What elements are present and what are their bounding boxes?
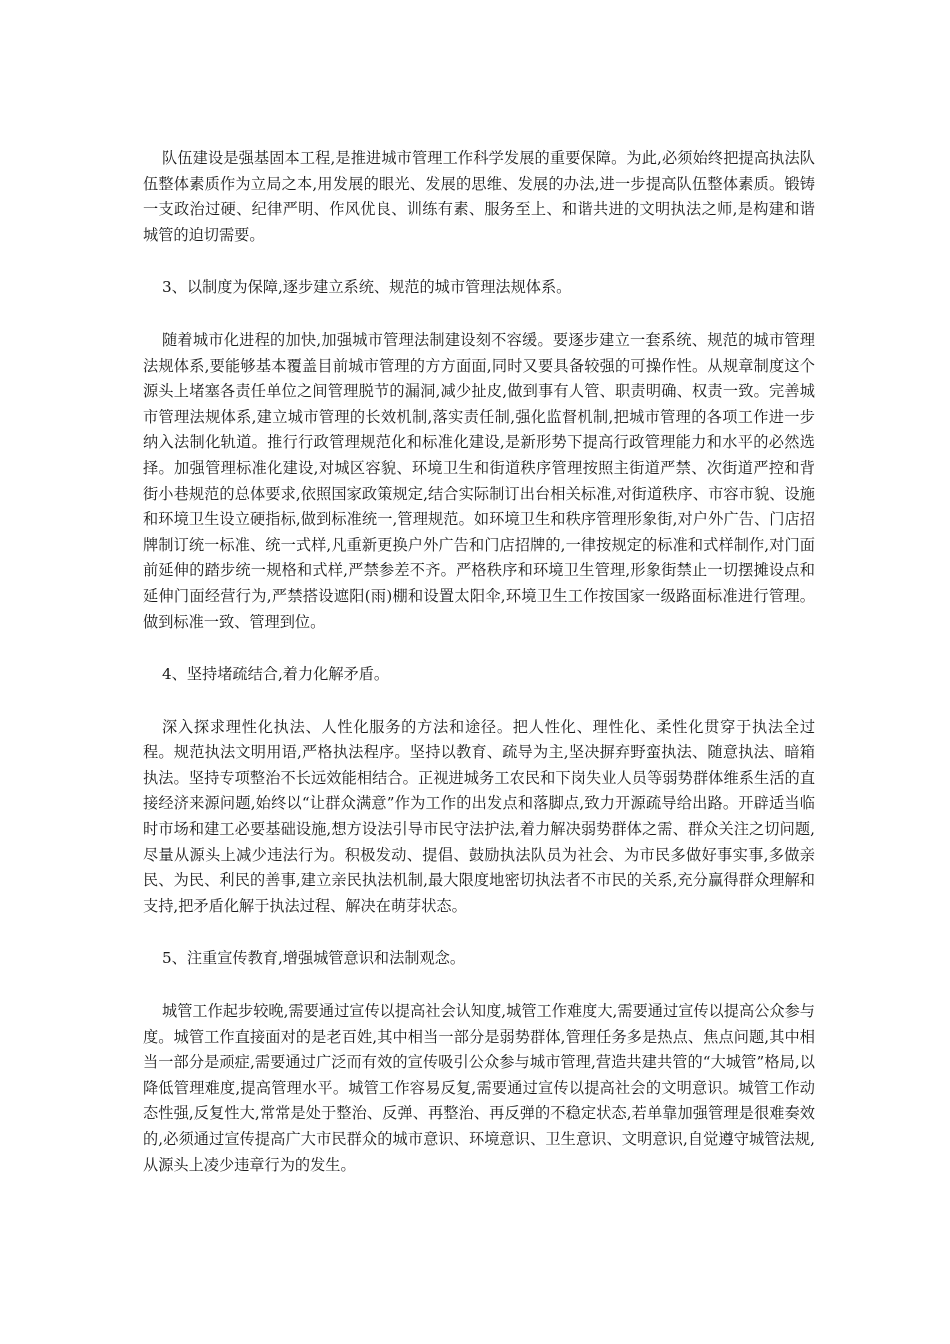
spacer [143, 972, 815, 999]
paragraph-resolve-conflicts: 深入探求理性化执法、人性化服务的方法和途径。把人性化、理性化、柔性化贯穿于执法全过程。规范执法文明用语,严格执法程序。坚持以教育、疏导为主,坚决摒弃野蛮执法、随意执法、暗箱执法。坚持专项整治不长远效能相结合。正视进城务工农民和下岗失业人员等弱势群体维系生活的直接经济来源问题,始终以“让群众满意”作为工作的出发点和落脚点,致力开源疏导给出路。开辟适当临时市场和建工必要基础设施,想方设法引导市民守法护法,着力解决弱势群体之需、群众关注之切问题,尽量从源头上减少违法行为。积极发动、提倡、鼓励执法队员为社会、为市民多做好事实事,多做亲民、为民、利民的善事,建立亲民执法机制,最大限度地密切执法者不市民的关系,充分赢得群众理解和支持,把矛盾化解于执法过程、解决在萌芽状态。 [143, 717, 815, 915]
spacer [143, 301, 815, 328]
section-heading-4: 4、坚持堵疏结合,着力化解矛盾。 [162, 665, 390, 684]
spacer [143, 919, 815, 946]
paragraph-publicity-education: 城管工作起步较晚,需要通过宣传以提高社会认知度,城管工作难度大,需要通过宣传以提高公众参与度。城管工作直接面对的是老百姓,其中相当一部分是弱势群体,管理任务多是热点、焦点问题,其中相当一部分是顽症,需要通过广泛而有效的宣传吸引公众参与城市管理,营造共建共管的“大城管”格局,以降低管理难度,提高管理水平。城管工作容易反复,需要通过宣传以提高社会的文明意识。城管工作动态性强,反复性大,常常是处于整治、反弹、再整治、再反弹的不稳定状态,若单靠加强管理是很难奏效的,必须通过宣传提高广大市民群众的城市意识、环境意识、卫生意识、文明意识,自觉遵守城管法规,从源头上凌少违章行为的发生。 [143, 1002, 815, 1174]
document-page [143, 146, 815, 1178]
spacer [143, 635, 815, 662]
spacer [143, 688, 815, 715]
paragraph-legal-system: 随着城市化进程的加快,加强城市管理法制建设刻不容缓。要逐步建立一套系统、规范的城市管理法规体系,要能够基本覆盖目前城市管理的方方面面,同时又要具备较强的可操作性。从规章制度这个源头上堵塞各责任单位之间管理脱节的漏洞,减少扯皮,做到事有人管、职责明确、权责一致。完善城市管理法规体系,建立城市管理的长效机制,落实责任制,强化监督机制,把城市管理的各项工作进一步纳入法制化轨道。推行行政管理规范化和标准化建设,是新形势下提高行政管理能力和水平的必然选择。加强管理标准化建设,对城区容貌、环境卫生和街道秩序管理按照主街道严禁、次街道严控和背街小巷规范的总体要求,依照国家政策规定,结合实际制订出台相关标准,对街道秩序、市容市貌、设施和环境卫生设立硬指标,做到标准统一,管理规范。如环境卫生和秩序管理形象街,对户外广告、门店招牌制订统一标准、统一式样,凡重新更换户外广告和门店招牌的,一律按规定的标准和式样制作,对门面前延伸的踏步统一规格和式样,严禁参差不齐。严格秩序和环境卫生管理,形象街禁止一切摆摊设点和延伸门面经营行为,严禁搭设遮阳(雨)棚和设置太阳伞,环境卫生工作按国家一级路面标准进行管理。做到标准一致、管理到位。 [143, 330, 815, 631]
section-heading-5: 5、注重宣传教育,增强城管意识和法制观念。 [162, 949, 466, 968]
paragraph-team-building: 队伍建设是强基固本工程,是推进城市管理工作科学发展的重要保障。为此,必须始终把提高执法队伍整体素质作为立局之本,用发展的眼光、发展的思维、发展的办法,进一步提高队伍整体素质。锻铸一支政治过硬、纪律严明、作风优良、训练有素、服务至上、和谐共进的文明执法之师,是构建和谐城管的迫切需要。 [143, 149, 815, 244]
section-heading-3: 3、以制度为保障,逐步建立系统、规范的城市管理法规体系。 [162, 278, 572, 297]
spacer [143, 248, 815, 275]
